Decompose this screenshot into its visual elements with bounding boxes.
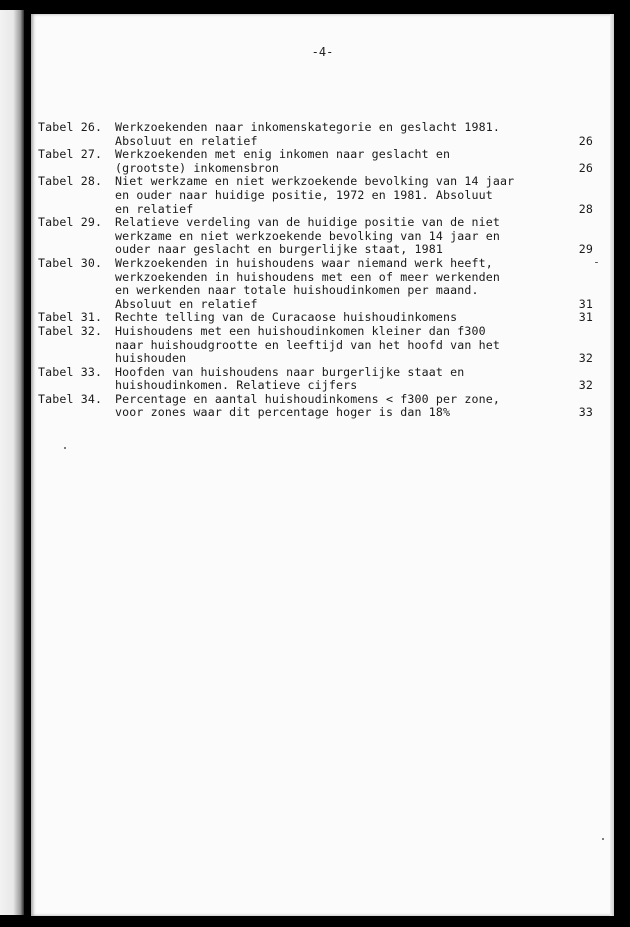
toc-entry-line bbox=[38, 175, 593, 189]
toc-entry-line bbox=[38, 257, 593, 271]
toc-entry bbox=[38, 216, 593, 257]
toc-entry-line bbox=[38, 352, 593, 366]
toc-entry-line bbox=[38, 230, 593, 244]
table-title-line: werkzoekenden in huishoudens met een of meer werkenden bbox=[115, 269, 501, 284]
table-title-line: Absoluut en relatief bbox=[115, 296, 258, 311]
table-number: Tabel 30. bbox=[38, 255, 103, 270]
table-title-line: Niet werkzame en niet werkzoekende bevolking van 14 jaar bbox=[115, 174, 515, 189]
indent bbox=[38, 135, 115, 149]
indent bbox=[38, 243, 115, 257]
table-number: Tabel 33. bbox=[38, 364, 103, 379]
page-reference bbox=[563, 393, 593, 407]
page-reference: 32 bbox=[578, 378, 593, 393]
table-title-line: en relatief bbox=[115, 201, 194, 216]
indent bbox=[38, 230, 115, 244]
indent bbox=[38, 189, 115, 203]
indent bbox=[38, 271, 115, 285]
indent bbox=[38, 339, 115, 353]
toc-entry-line bbox=[38, 325, 593, 339]
page-reference: 33 bbox=[578, 405, 593, 420]
indent bbox=[38, 203, 115, 217]
page-reference bbox=[563, 121, 593, 135]
table-title-line: Huishoudens met een huishoudinkomen kleiner dan f300 bbox=[115, 323, 486, 338]
toc-entry-line bbox=[38, 121, 593, 135]
page-reference bbox=[563, 339, 593, 353]
toc-entry-line bbox=[38, 379, 593, 393]
toc-entry bbox=[38, 148, 593, 175]
table-title-line: Hoofden van huishoudens naar burgerlijke staat en bbox=[115, 364, 465, 379]
table-title-line: voor zones waar dit percentage hoger is dan 18% bbox=[115, 405, 451, 420]
page-reference bbox=[563, 175, 593, 189]
indent bbox=[38, 298, 115, 312]
toc-entry bbox=[38, 175, 593, 216]
toc-entry-line bbox=[38, 271, 593, 285]
page-reference: 31 bbox=[578, 296, 593, 311]
toc-entry-line bbox=[38, 203, 593, 217]
scan-speck bbox=[64, 447, 66, 449]
table-number: Tabel 31. bbox=[38, 310, 103, 325]
page-reference: 28 bbox=[578, 201, 593, 216]
indent bbox=[38, 406, 115, 420]
facing-page-edge bbox=[0, 10, 24, 915]
table-number: Tabel 27. bbox=[38, 147, 103, 162]
page-reference: 26 bbox=[578, 160, 593, 175]
table-title-line: Percentage en aantal huishoudinkomens < f300 per zone, bbox=[115, 391, 501, 406]
table-title-line: Relatieve verdeling van de huidige positie van de niet bbox=[115, 215, 501, 230]
toc-entry-line bbox=[38, 162, 593, 176]
table-title-line: en ouder naar huidige positie, 1972 en 1981. Absoluut bbox=[115, 187, 493, 202]
table-title-line: Werkzoekenden in huishoudens waar niemand werk heeft, bbox=[115, 255, 493, 270]
table-number: Tabel 28. bbox=[38, 174, 103, 189]
toc-entry-line bbox=[38, 406, 593, 420]
scan-speck bbox=[602, 838, 604, 840]
toc-entry-line bbox=[38, 393, 593, 407]
page-reference: 31 bbox=[578, 310, 593, 325]
page-reference bbox=[563, 216, 593, 230]
page-reference bbox=[563, 189, 593, 203]
toc-entry bbox=[38, 257, 593, 311]
page-reference bbox=[563, 366, 593, 380]
page-number: -4- bbox=[311, 45, 334, 59]
toc-entry-line bbox=[38, 148, 593, 162]
toc-entry-line bbox=[38, 366, 593, 380]
page-reference: 32 bbox=[578, 351, 593, 366]
table-number: Tabel 29. bbox=[38, 215, 103, 230]
table-title-line: huishoudinkomen. Relatieve cijfers bbox=[115, 378, 358, 393]
indent bbox=[38, 352, 115, 366]
table-title-line: Absoluut en relatief bbox=[115, 133, 258, 148]
toc-entry bbox=[38, 366, 593, 393]
toc-entry bbox=[38, 393, 593, 420]
page-reference bbox=[563, 148, 593, 162]
table-title-line: en werkenden naar totale huishoudinkomen per maand. bbox=[115, 283, 479, 298]
page-reference bbox=[563, 325, 593, 339]
toc-entry bbox=[38, 121, 593, 148]
toc-entry-line bbox=[38, 298, 593, 312]
document-page bbox=[31, 14, 614, 916]
page-reference bbox=[563, 271, 593, 285]
toc-entry bbox=[38, 311, 593, 325]
indent bbox=[38, 284, 115, 298]
toc-entry-line bbox=[38, 284, 593, 298]
table-title-line: naar huishoudgrootte en leeftijd van het hoofd van het bbox=[115, 337, 501, 352]
toc-entry-line bbox=[38, 135, 593, 149]
toc-entry-line bbox=[38, 243, 593, 257]
scan-speck bbox=[595, 262, 598, 263]
table-title-line: huishouden bbox=[115, 351, 187, 366]
table-title-line: werkzame en niet werkzoekende bevolking van 14 jaar en bbox=[115, 228, 501, 243]
page-reference bbox=[563, 230, 593, 244]
toc-entry-line bbox=[38, 216, 593, 230]
table-title-line: Werkzoekenden met enig inkomen naar geslacht en bbox=[115, 147, 451, 162]
page-reference: 26 bbox=[578, 133, 593, 148]
table-number: Tabel 34. bbox=[38, 391, 103, 406]
toc-entry bbox=[38, 325, 593, 366]
table-title-line: Rechte telling van de Curacaose huishoudinkomens bbox=[115, 310, 458, 325]
toc-entry-line bbox=[38, 339, 593, 353]
table-title-line: (grootste) inkomensbron bbox=[115, 160, 279, 175]
list-of-tables bbox=[38, 121, 593, 420]
table-title-line: ouder naar geslacht en burgerlijke staat, 1981 bbox=[115, 242, 443, 257]
table-number: Tabel 32. bbox=[38, 323, 103, 338]
indent bbox=[38, 379, 115, 393]
toc-entry-line bbox=[38, 311, 593, 325]
table-number: Tabel 26. bbox=[38, 120, 103, 134]
table-title-line: Werkzoekenden naar inkomenskategorie en geslacht 1981. bbox=[115, 120, 501, 134]
page-reference bbox=[563, 284, 593, 298]
page-reference bbox=[563, 257, 593, 271]
toc-entry-line bbox=[38, 189, 593, 203]
page-reference: 29 bbox=[578, 242, 593, 257]
indent bbox=[38, 162, 115, 176]
